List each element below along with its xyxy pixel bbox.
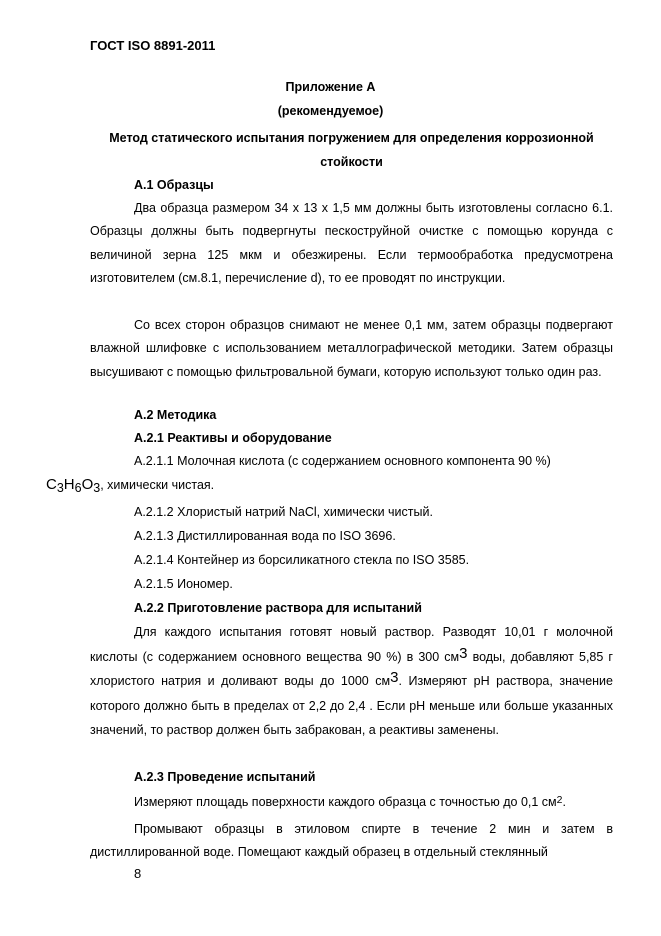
- appendix-heading: Приложение А: [285, 80, 376, 94]
- appendix-type: (рекомендуемое): [277, 104, 384, 118]
- appendix-title: Метод статического испытания погружением для определения коррозионной стойкости: [109, 131, 594, 169]
- section-a1-heading: А.1 Образцы: [134, 178, 214, 192]
- page-number: 8: [134, 866, 142, 881]
- paragraph-washing: Промывают образцы в этиловом спирте в течение 2 мин и затем в дистиллированной воде. Помещают каждый образец в отдельный стеклянный: [90, 822, 613, 860]
- section-a21-heading: А.2.1 Реактивы и оборудование: [134, 431, 332, 445]
- item-a212: А.2.1.2 Хлористый натрий NaCl, химически чистый.: [134, 505, 433, 519]
- item-a214: А.2.1.4 Контейнер из борсиликатного стекла по ISO 3585.: [134, 553, 470, 567]
- paragraph-surface-area: Измеряют площадь поверхности каждого образца с точностью до 0,1 $см^2$.: [134, 795, 566, 809]
- formula-lactic-acid: $C_3H_6O_3$: [46, 476, 101, 496]
- section-a2-heading: А.2 Методика: [134, 408, 217, 422]
- document-header: ГОСТ ISO 8891-2011: [90, 38, 216, 53]
- paragraph-solution: Для каждого испытания готовят новый раствор. Разводят 10,01 г молочной кислоты (с содержанием основного вещества 90 %) в 300 $см^3$ воды, добавляют 5,85 г хлористого натрия и доливают воды до 1000 $см^3$. Измеряют pH раствора, значение которого должно быть в пределах от 2,2 до 2,4 . Если pH меньше или больше указанных значений, то раствор должен быть забракован, а реактивы заменены.: [90, 625, 613, 737]
- item-a215: А.2.1.5 Иономер.: [134, 577, 233, 591]
- paragraph-samples: Два образца размером 34 х 13 х 1,5 мм должны быть изготовлены согласно 6.1. Образцы должны быть подвергнуты пескоструйной очистке с помощью корунда с величиной зерна 125 мкм и обезжирены. Если термообработка предусмотрена изготовителем (см.8.1, перечисление d), то ее проводят по инструкции.: [90, 201, 613, 286]
- item-a213: А.2.1.3 Дистиллированная вода по ISO 3696.: [134, 529, 396, 543]
- item-a211: А.2.1.1 Молочная кислота (с содержанием основного компонента 90 %) $C_3H_6O_3$, химически чистая.: [46, 454, 551, 496]
- paragraph-grinding: Со всех сторон образцов снимают не менее 0,1 мм, затем образцы подвергают влажной шлифовке с использованием металлографической методики. Затем образцы высушивают с помощью фильтровальной бумаги, которую используют только один раз.: [90, 318, 613, 379]
- section-a23-heading: А.2.3 Проведение испытаний: [134, 770, 316, 784]
- section-a22-heading: А.2.2 Приготовление раствора для испытаний: [134, 601, 422, 615]
